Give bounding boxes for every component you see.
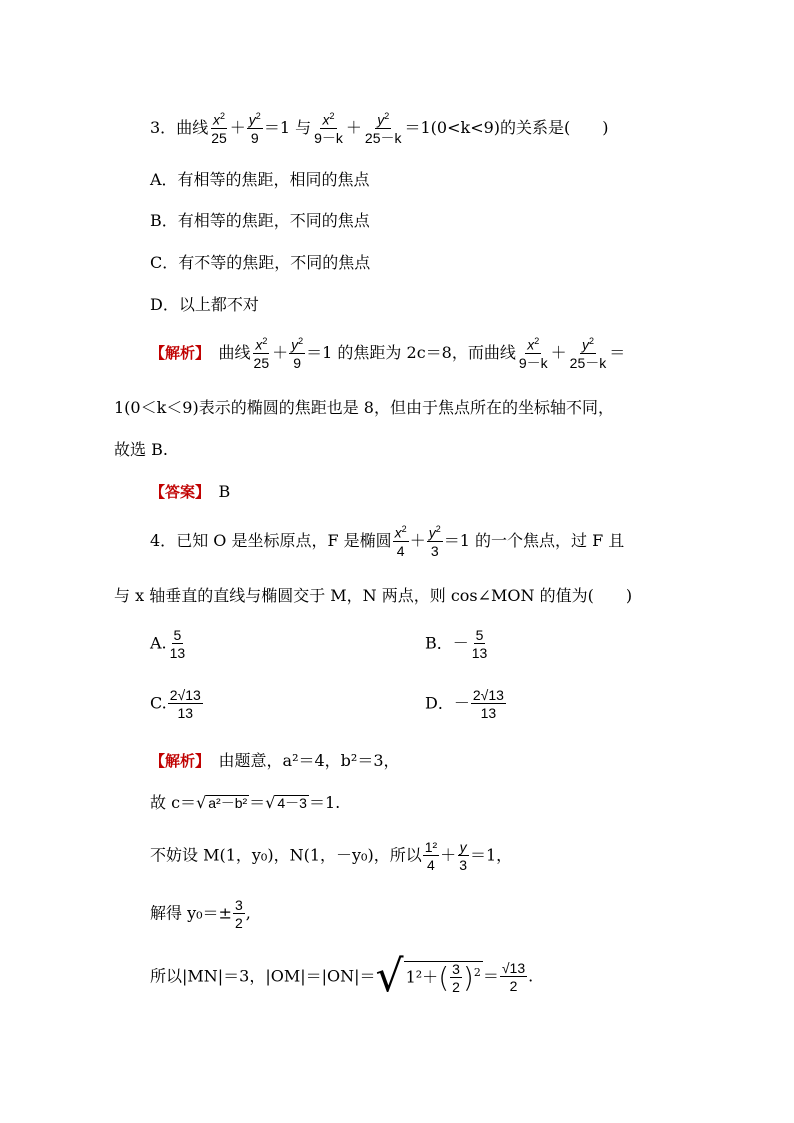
q3-stem-suffix: ＝1(0<k<9)的关系是( ) — [404, 117, 609, 137]
q3-stem-prefix: 曲线 — [176, 117, 209, 137]
q4-option-a: A. $\frac{5}{13}$ — [150, 627, 186, 661]
q3-fraction-3: $\frac{x^2}{9-k}$ — [314, 111, 343, 146]
q4-option-b: B．－ $\frac{5}{13}$ — [425, 627, 488, 661]
q4-option-d: D．－ $\frac{2√13}{13}$ — [425, 687, 504, 721]
q3-option-d: D．以上都不对 — [150, 295, 259, 314]
q4-solution-line-5: 所以|MN|＝3，|OM|＝|ON|＝√ 1²＋( $\frac{3}{2}$ )$^2$ ＝ $\frac{√13}{2}$ . — [150, 951, 534, 1002]
q4-fraction-2: $\frac{y^2}{3}$ — [428, 524, 441, 559]
q4-option-c: C. $\frac{2√13}{13}$ — [150, 687, 201, 721]
q4-stem-line-2: 与 x 轴垂直的直线与椭圆交于 M，N 两点，则 cos∠MON 的值为( ) — [114, 586, 633, 605]
q4-number: 4． — [150, 530, 177, 550]
q4-analysis-line-1: 【解析】 由题意，a²＝4，b²＝3， — [150, 751, 400, 770]
q3-fraction-2: $\frac{y^2}{9}$ — [248, 111, 261, 146]
q3-option-b: B．有相等的焦距，不同的焦点 — [150, 211, 370, 230]
q4-solution-line-2: 故 c＝√ a²－b² ＝√ 4－3 ＝1. — [150, 793, 341, 812]
q3-eq1: ＝1 与 — [263, 117, 312, 137]
q4-stem-line-1: 4．已知 O 是坐标原点，F 是椭圆 $\frac{x^2}{4}$ ＋ $\frac{y^2}{3}$ ＝1 的一个焦点，过 F 且 — [150, 524, 625, 559]
q4-analysis-tag: 【解析】 — [150, 752, 203, 770]
q4-solution-line-4: 解得 y₀＝± $\frac{3}{2}$ , — [150, 897, 251, 931]
q3-analysis-tag: 【解析】 — [150, 343, 203, 362]
q3-option-c: C．有不等的焦距，不同的焦点 — [150, 253, 371, 272]
q4-solution-line-3: 不妨设 M(1，y₀)，N(1，－y₀)，所以 $\frac{\text{1²}}{4}$ ＋ $\frac{y}{3}$ ＝1， — [150, 839, 513, 873]
q3-fraction-4: $\frac{y^2}{25-k}$ — [364, 111, 402, 146]
q3-stem: 3．曲线 $\frac{x^2}{25}$ ＋ $\frac{y^2}{9}$ ＝1 与 $\frac{x^2}{9-k}$ ＋ $\frac{y^2}{25-k}$ ＝1(0<k<9)的关系是( ) — [150, 111, 609, 146]
q3-option-a: A．有相等的焦距，相同的焦点 — [150, 170, 370, 189]
q3-answer-line — [150, 484, 230, 500]
q3-number: 3． — [150, 117, 177, 137]
q3-answer: B — [218, 482, 231, 501]
q3-analysis-line-3: 故选 B. — [114, 440, 168, 459]
q3-analysis-line-1: 【解析】 曲线 $\frac{x^2}{25}$ ＋ $\frac{y^2}{9}$ ＝1 的焦距为 2c＝8，而曲线 $\frac{x^2}{9-k}$ ＋ $\frac{y^2}{25-k}$ ＝ — [150, 336, 626, 371]
q3-answer-tag: 【答案】 — [150, 483, 203, 501]
q3-analysis-line-2: 1(0＜k＜9)表示的椭圆的焦距也是 8，但由于焦点所在的坐标轴不同， — [114, 398, 614, 417]
q4-fraction-1: $\frac{x^2}{4}$ — [394, 524, 407, 559]
q3-fraction-1: $\frac{x^2}{25}$ — [211, 111, 227, 146]
